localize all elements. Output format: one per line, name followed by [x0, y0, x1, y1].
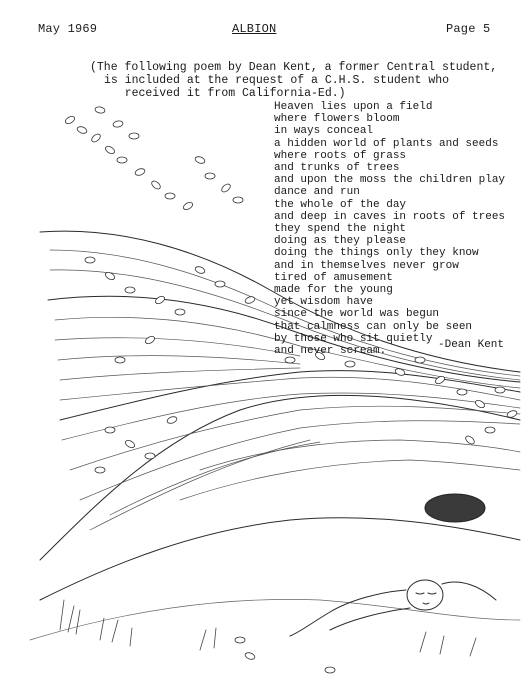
poem-line: made for the young: [274, 284, 393, 297]
poem-line: and upon the moss the children play: [274, 174, 506, 187]
poem-line: and deep in caves in roots of trees: [274, 210, 506, 223]
poem-line: dance and run: [274, 186, 360, 199]
publication-title: ALBION: [232, 22, 277, 36]
poem-body: [274, 101, 505, 357]
leaf-cluster-upper-left: [64, 106, 243, 211]
poem-line: tired of amusement: [274, 271, 393, 284]
poem-line: and trunks of trees: [274, 162, 400, 175]
issue-date: May 1969: [38, 22, 98, 36]
ground-line: [40, 518, 520, 600]
poem-line: doing the things only they know: [274, 247, 479, 260]
editor-note: [90, 61, 520, 101]
poem-line: yet wisdom have: [274, 296, 374, 309]
poem-line: Heaven lies upon a field: [274, 101, 433, 113]
page-number: Page 5: [446, 22, 491, 36]
poem-line: and never scream.: [274, 345, 387, 358]
editor-note-line-3: received it from California-Ed.): [104, 87, 346, 101]
knot-hole: [425, 494, 485, 522]
editor-note-line-1: (The following poem by Dean Kent, a former Central student,: [90, 61, 498, 74]
poem-line: since the world was begun: [274, 308, 440, 321]
poem-line: in ways conceal: [274, 125, 374, 138]
poem-line: by those who sit quietly: [274, 332, 433, 345]
poem-line: doing as they please: [274, 235, 407, 248]
poem-line: where roots of grass: [274, 149, 407, 162]
trunk-lower-edge: [40, 395, 520, 560]
trunk-edge-2: [60, 371, 520, 420]
poem-line: where flowers bloom: [274, 113, 400, 126]
poem-line: the whole of the day: [274, 198, 407, 211]
poem-signature: -Dean Kent: [438, 339, 505, 351]
editor-note-line-2: is included at the request of a C.H.S. student who: [104, 74, 450, 88]
leaf-cluster-right: [394, 357, 517, 446]
poem-line: they spend the night: [274, 223, 407, 236]
poem-line: and in themselves never grow: [274, 259, 459, 272]
poem-line: a hidden world of plants and seeds: [274, 137, 499, 150]
poem-line: that calmness can only be seen: [274, 320, 473, 333]
